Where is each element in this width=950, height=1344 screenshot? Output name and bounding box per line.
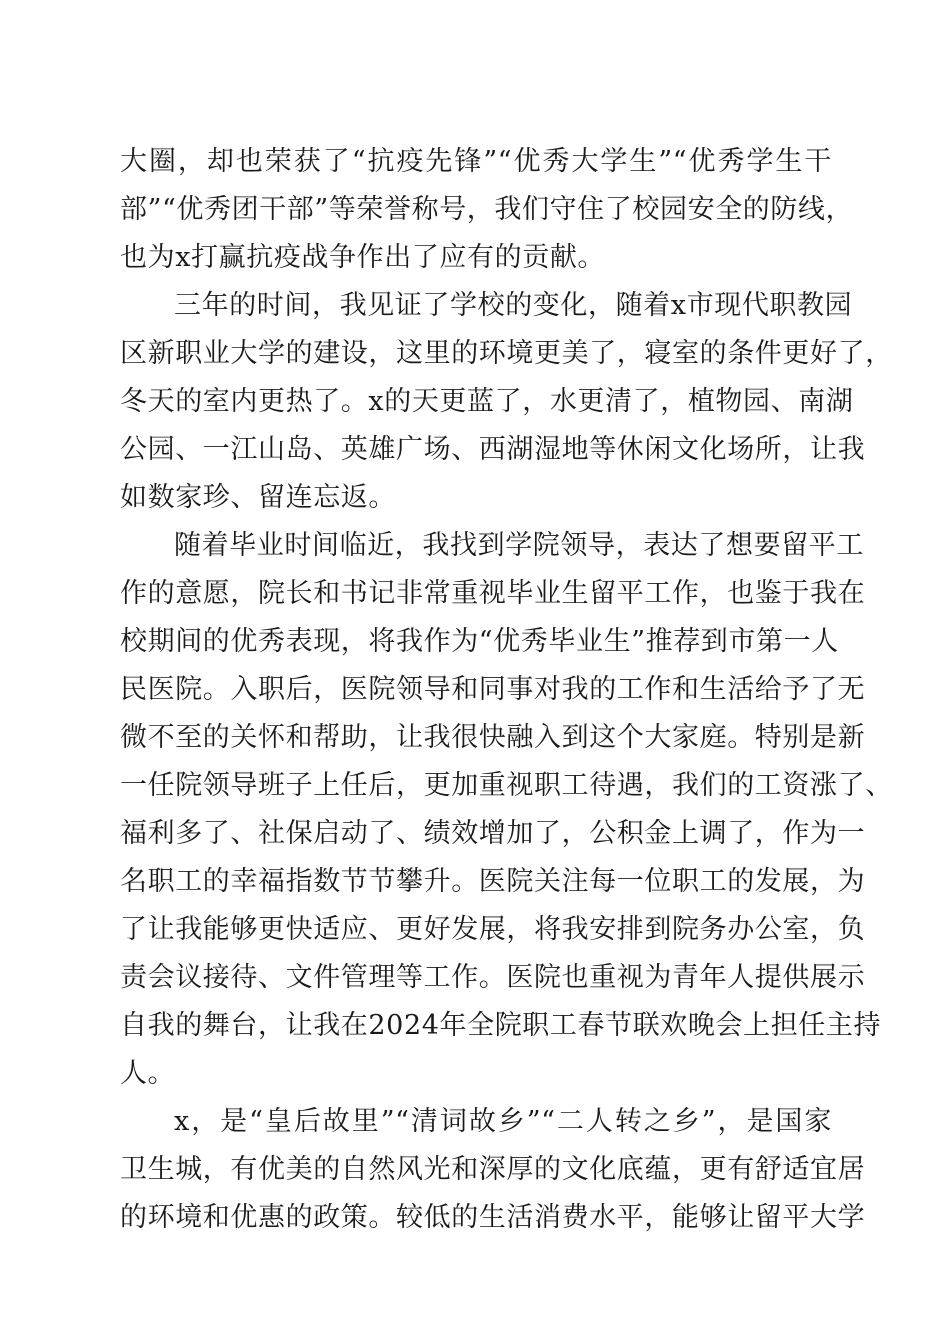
text-line: 自我的舞台，让我在2024年全院职工春节联欢晚会上担任主持 [120, 1010, 882, 1041]
text-line: 校期间的优秀表现，将我作为“优秀毕业生”推荐到市第一人 [120, 626, 839, 657]
text-line: 名职工的幸福指数节节攀升。医院关注每一位职工的发展，为 [120, 866, 866, 897]
text-line: 卫生城，有优美的自然风光和深厚的文化底蕴，更有舒适宜居 [120, 1154, 866, 1185]
paragraph-first-line: x，是“皇后故里”“清词故乡”“二人转之乡”，是国家 [174, 1106, 832, 1137]
text-line: 一任院领导班子上任后，更加重视职工待遇，我们的工资涨了、 [120, 770, 893, 801]
text-line: 如数家珍、留连忘返。 [120, 482, 396, 513]
text-line: 民医院。入职后，医院领导和同事对我的工作和生活给予了无 [120, 674, 866, 705]
paragraph-first-line: 随着毕业时间临近，我找到学院领导，表达了想要留平工 [174, 530, 864, 561]
text-line: 部”“优秀团干部”等荣誉称号，我们守住了校园安全的防线， [120, 194, 854, 225]
text-line: 微不至的关怀和帮助，让我很快融入到这个大家庭。特别是新 [120, 722, 866, 753]
text-line: 大圈，却也荣获了“抗疫先锋”“优秀大学生”“优秀学生干 [120, 146, 832, 177]
text-line: 也为x打赢抗疫战争作出了应有的贡献。 [120, 242, 606, 273]
paragraph-first-line: 三年的时间，我见证了学校的变化，随着x市现代职教园 [174, 290, 853, 321]
text-line: 作的意愿，院长和书记非常重视毕业生留平工作，也鉴于我在 [120, 578, 866, 609]
text-line: 区新职业大学的建设，这里的环境更美了，寝室的条件更好了， [120, 338, 893, 369]
text-line: 责会议接待、文件管理等工作。医院也重视为青年人提供展示 [120, 962, 866, 993]
text-line: 了让我能够更快适应、更好发展，将我安排到院务办公室，负 [120, 914, 866, 945]
text-line: 的环境和优惠的政策。较低的生活消费水平，能够让留平大学 [120, 1202, 866, 1233]
text-line: 福利多了、社保启动了、绩效增加了，公积金上调了，作为一 [120, 818, 866, 849]
text-line: 人。 [120, 1058, 176, 1089]
text-line: 冬天的室内更热了。x的天更蓝了，水更清了，植物园、南湖 [120, 386, 854, 417]
text-line: 公园、一江山岛、英雄广场、西湖湿地等休闲文化场所，让我 [120, 434, 866, 465]
